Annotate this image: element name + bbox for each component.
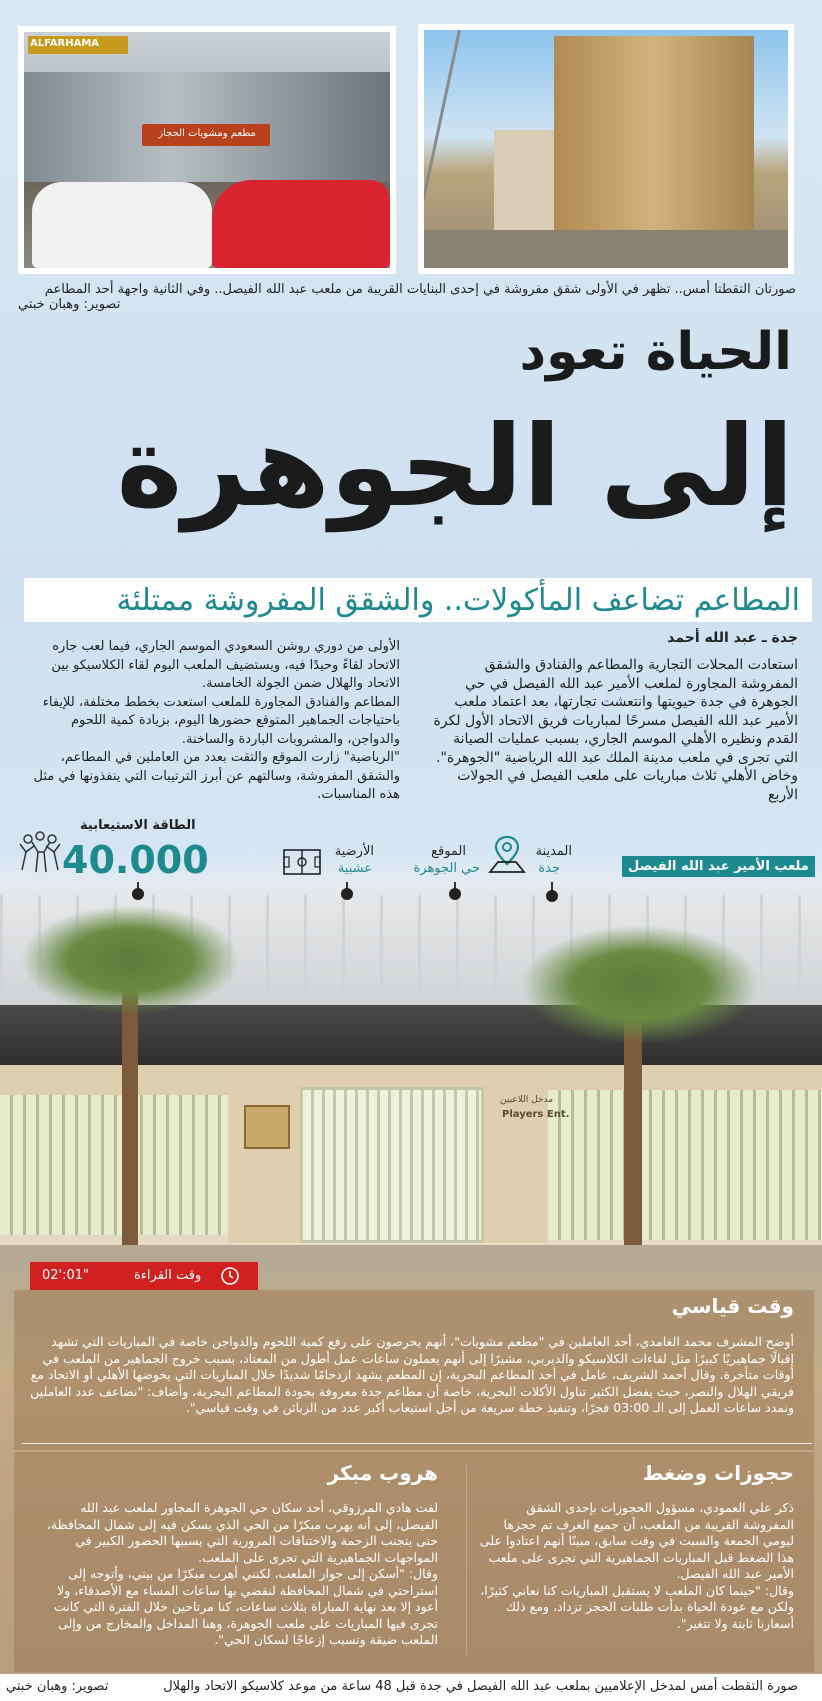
city-pin [546, 890, 558, 902]
ground-value: عشبية [337, 861, 372, 876]
pitch-icon [282, 848, 322, 876]
top-photos-caption: صورتان التقطتا أمس.. تظهر في الأولى شقق مفروشة في إحدى البنايات القريبة من ملعب عبد الله الفيصل.. وفي الثانية واجهة أحد المطاعم [44, 282, 796, 297]
location-title: الموقع [431, 844, 466, 859]
section-divider [22, 1443, 812, 1444]
apartment-building [554, 36, 754, 256]
headline-line-1: الحياة تعود [519, 322, 792, 382]
capacity-title: الطاقة الاستيعابية [80, 818, 196, 833]
reading-time-value: 02':01" [42, 1268, 90, 1283]
crowd-icon [16, 830, 64, 874]
palm-tree-right-crown [520, 925, 760, 1045]
gate-plaque [244, 1105, 290, 1149]
reading-time-label: وقت القراءة [134, 1268, 202, 1283]
white-car [32, 182, 212, 268]
restaurant-photo [18, 26, 396, 274]
location-pin [449, 888, 461, 900]
apartments-photo [418, 24, 794, 274]
restaurant-sign-text: مطعم ومشويات الحجاز [158, 128, 256, 139]
bookings-section-body: ذكر علي العمودي، مسؤول الحجوزات بإحدى الشقق المفروشة القريبة من الملعب، أن جميع الغرف تم حجزها ليومي الجمعة والسبت في وقت سابق، مبينًا أنهم اعتادوا على هذا الضغط قبل المباريات الجماهيرية التي تجرى على ملعب الأمير عبد الله الفيصل. وقال: "حينما كان الملعب لا يستقبل المباريات كنا نعاني كثيرًا، ولكن مع عودة الحياة بدأت طلبات الحجز تزداد، ومع ذلك أسعارنا ثابتة ولا تتغير". [479, 1500, 794, 1631]
ground-pin [341, 888, 353, 900]
top-photos-credit: تصوير: وهبان خبتي [18, 297, 121, 312]
store-sign-text: ALFARHAMA [30, 38, 100, 49]
palm-tree-left-crown [20, 905, 240, 1015]
escape-section-title: هروب مبكر [327, 1461, 438, 1485]
street [424, 230, 788, 268]
headline-line-2: إلى الجوهرة [116, 402, 794, 532]
location-value: حي الجوهرة [413, 861, 480, 876]
fence-left [0, 1095, 230, 1235]
fence-right [548, 1090, 822, 1240]
record-section-body: أوضح المشرف محمد الغامدي، أحد العاملين في "مطعم مشويات"، أنهم يحرصون على رفع كمية اللحوم والدواجن خاصة في المباريات التي تشهد إقبالًا جماهيريًا كبيرًا مثل لقاءات الكلاسيكو والديربي، مشيرًا إلى أنهم يعملون ساعات عمل أطول من المعتاد، بسبب خروج الجماهير من الملعب في أوقات متأخرة. وقال أحمد الشريف، عامل في أحد المطاعم البحرية، إن المطعم يشهد ازدحامًا شديدًا خلال المباريات التي يخوضها الأهلي أو الاتحاد مع فريقي الهلال والنصر، حيث يفضل الكثير تناول الأكلات البحرية، خاصة أن مطاعم جدة معروفة بجودة المطاعم البحرية، وأضاف: "نضاعف عدد العاملين ونمدد ساعات العمل إلى الـ 03:00 فجرًا، وتنفيذ خطة سريعة من أجل استيعاب أكبر عدد من الزبائن في وقت قياسي". [30, 1334, 794, 1415]
capacity-pin [132, 888, 144, 900]
byline: جدة ـ عبد الله أحمد [667, 630, 798, 646]
escape-section-body: لفت هادي المرزوقي، أحد سكان حي الجوهرة المجاور لملعب عبد الله الفيصل، إلى أنه يهرب مبكرًا من الحي الذي يسكن فيه إلى شمال المحافظة، حتى يتجنب الزحمة والاختناقات المرورية التي يسببها الحضور الكبير في المواجهات الجماهيرية التي تجرى على الملعب. وقال: "أسكن إلى جوار الملعب، لكنني أهرب مبكرًا من بيتي، وأتوجه إلى استراحتي في شمال المحافظة لنقضي بها ساعات المساء مع الأصدقاء، ولا أعود إلا بعد نهاية المباراة بثلاث ساعات، كنا مرتاحين خلال الفترة التي كانت تجرى فيها المباريات على ملعب الجوهرة، وهنا المداخل والمخارج من وإلى الملعب ضيقة وتسبب إزعاجًا لسكان الحي". [46, 1500, 438, 1647]
city-title: المدينة [535, 844, 572, 859]
bottom-photo-caption: صورة التقطت أمس لمدخل الإعلاميين بملعب عبد الله الفيصل في جدة قبل 48 ساعة من موعد كلاسيكو الاتحاد والهلال [163, 1679, 798, 1694]
clock-icon [220, 1266, 240, 1286]
bookings-section-title: حجوزات وضغط [642, 1461, 794, 1485]
article-column-right: استعادت المحلات التجارية والمطاعم والفنادق والشقق المفروشة المجاورة لملعب الأمير عبد الله الفيصل في حي الجوهرة في جدة حيويتها وانتعشت تجارتها، بعد اعتماد ملعب الأمير عبد الله الفيصل مسرحًا لمباريات فريق الاتحاد الأول لكرة القدم ونظيره الأهلي الموسم الجاري، بسبب عمليات الصيانة التي تجرى في ملعب مدينة الملك عبد الله الرياضية "الجوهرة". وخاض الأهلي ثلاث مباريات على ملعب الفيصل في الجولات الأربع [433, 657, 798, 803]
ground-title: الأرضية [334, 844, 374, 859]
gate-sign-arabic: مدخل اللاعبين [500, 1095, 554, 1105]
gate-sign-english: Players Ent. [502, 1109, 570, 1120]
bottom-photo-credit: تصوير: وهبان خبتي [6, 1679, 109, 1694]
record-section-title: وقت قياسي [671, 1294, 794, 1318]
map-pin-icon [488, 834, 526, 874]
article-column-left: الأولى من دوري روشن السعودي الموسم الجاري، فيما لعب جاره الاتحاد لقاءً وحيدًا فيه، ويستضيف الملعب اليوم لقاء الكلاسيكو بين الاتحاد والهلال ضمن الجولة الخامسة. المطاعم والفنادق المجاورة للملعب استعدت بخطط مختلفة، للإيفاء باحتياجات الجماهير المتوقع حضورها اليوم، بزيادة كمية اللحوم والدواجن، والمشروبات الباردة والساخنة. "الرياضية" زارت الموقع والتقت بعدد من العاملين في المطاعم، والشقق المفروشة، وسالتهم عن أبرز الترتيبات التي ينفذونها في مثل هذه المناسبات. [33, 639, 400, 802]
stadium-name-badge: ملعب الأمير عبد الله الفيصل [622, 856, 815, 877]
red-car [212, 180, 390, 268]
city-value: جدة [538, 861, 560, 876]
entrance-gate [300, 1087, 484, 1243]
capacity-value: 40.000 [62, 838, 209, 882]
reading-time-badge [30, 1262, 258, 1290]
flag-pole [418, 30, 461, 246]
subheadline: المطاعم تضاعف المأكولات.. والشقق المفروشة ممتلئة [116, 583, 800, 618]
